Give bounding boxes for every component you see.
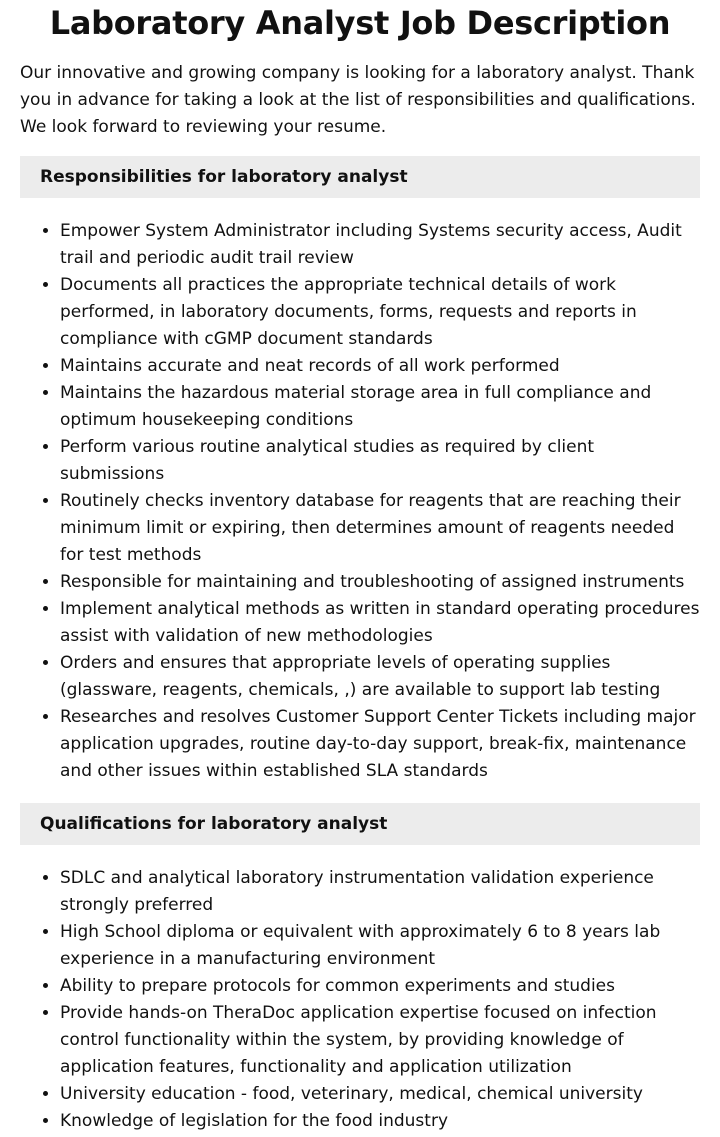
page-title: Laboratory Analyst Job Description bbox=[49, 4, 671, 42]
list-item: • Provide hands-on TheraDoc application expertise focused on infection control functionality within the system, by providing knowledge of application features, functionality and application utilization bbox=[60, 1000, 700, 1081]
responsibilities-list bbox=[20, 218, 700, 785]
responsibilities-heading: Responsibilities for laboratory analyst bbox=[20, 156, 700, 198]
list-item: • Implement analytical methods as written in standard operating procedures assist with validation of new methodologies bbox=[60, 596, 700, 650]
list-item: • Knowledge of legislation for the food industry bbox=[60, 1108, 700, 1135]
list-item: • Ability to prepare protocols for common experiments and studies bbox=[60, 973, 700, 1000]
list-item: • Documents all practices the appropriate technical details of work performed, in laboratory documents, forms, requests and reports in compliance with cGMP document standards bbox=[60, 272, 700, 353]
list-item: • Perform various routine analytical studies as required by client submissions bbox=[60, 434, 700, 488]
intro-paragraph: Our innovative and growing company is looking for a laboratory analyst. Thank you in advance for taking a look at the list of responsibilities and qualifications. We look forward to reviewing your resume. bbox=[20, 63, 696, 137]
list-item: • Maintains the hazardous material storage area in full compliance and optimum housekeeping conditions bbox=[60, 380, 700, 434]
list-item: • High School diploma or equivalent with approximately 6 to 8 years lab experience in a manufacturing environment bbox=[60, 919, 700, 973]
qualifications-list bbox=[20, 865, 700, 1135]
list-item: • Maintains accurate and neat records of all work performed bbox=[60, 353, 700, 380]
list-item: • Responsible for maintaining and troubleshooting of assigned instruments bbox=[60, 569, 700, 596]
list-item: • Researches and resolves Customer Support Center Tickets including major application upgrades, routine day-to-day support, break-fix, maintenance and other issues within established SLA standards bbox=[60, 704, 700, 785]
list-item: • Empower System Administrator including Systems security access, Audit trail and periodic audit trail review bbox=[60, 218, 700, 272]
list-item: • University education - food, veterinary, medical, chemical university bbox=[60, 1081, 700, 1108]
list-item: • SDLC and analytical laboratory instrumentation validation experience strongly preferred bbox=[60, 865, 700, 919]
qualifications-heading: Qualifications for laboratory analyst bbox=[20, 803, 700, 845]
list-item: • Routinely checks inventory database for reagents that are reaching their minimum limit or expiring, then determines amount of reagents needed for test methods bbox=[60, 488, 700, 569]
list-item: • Orders and ensures that appropriate levels of operating supplies (glassware, reagents, chemicals, ,) are available to support lab testing bbox=[60, 650, 700, 704]
